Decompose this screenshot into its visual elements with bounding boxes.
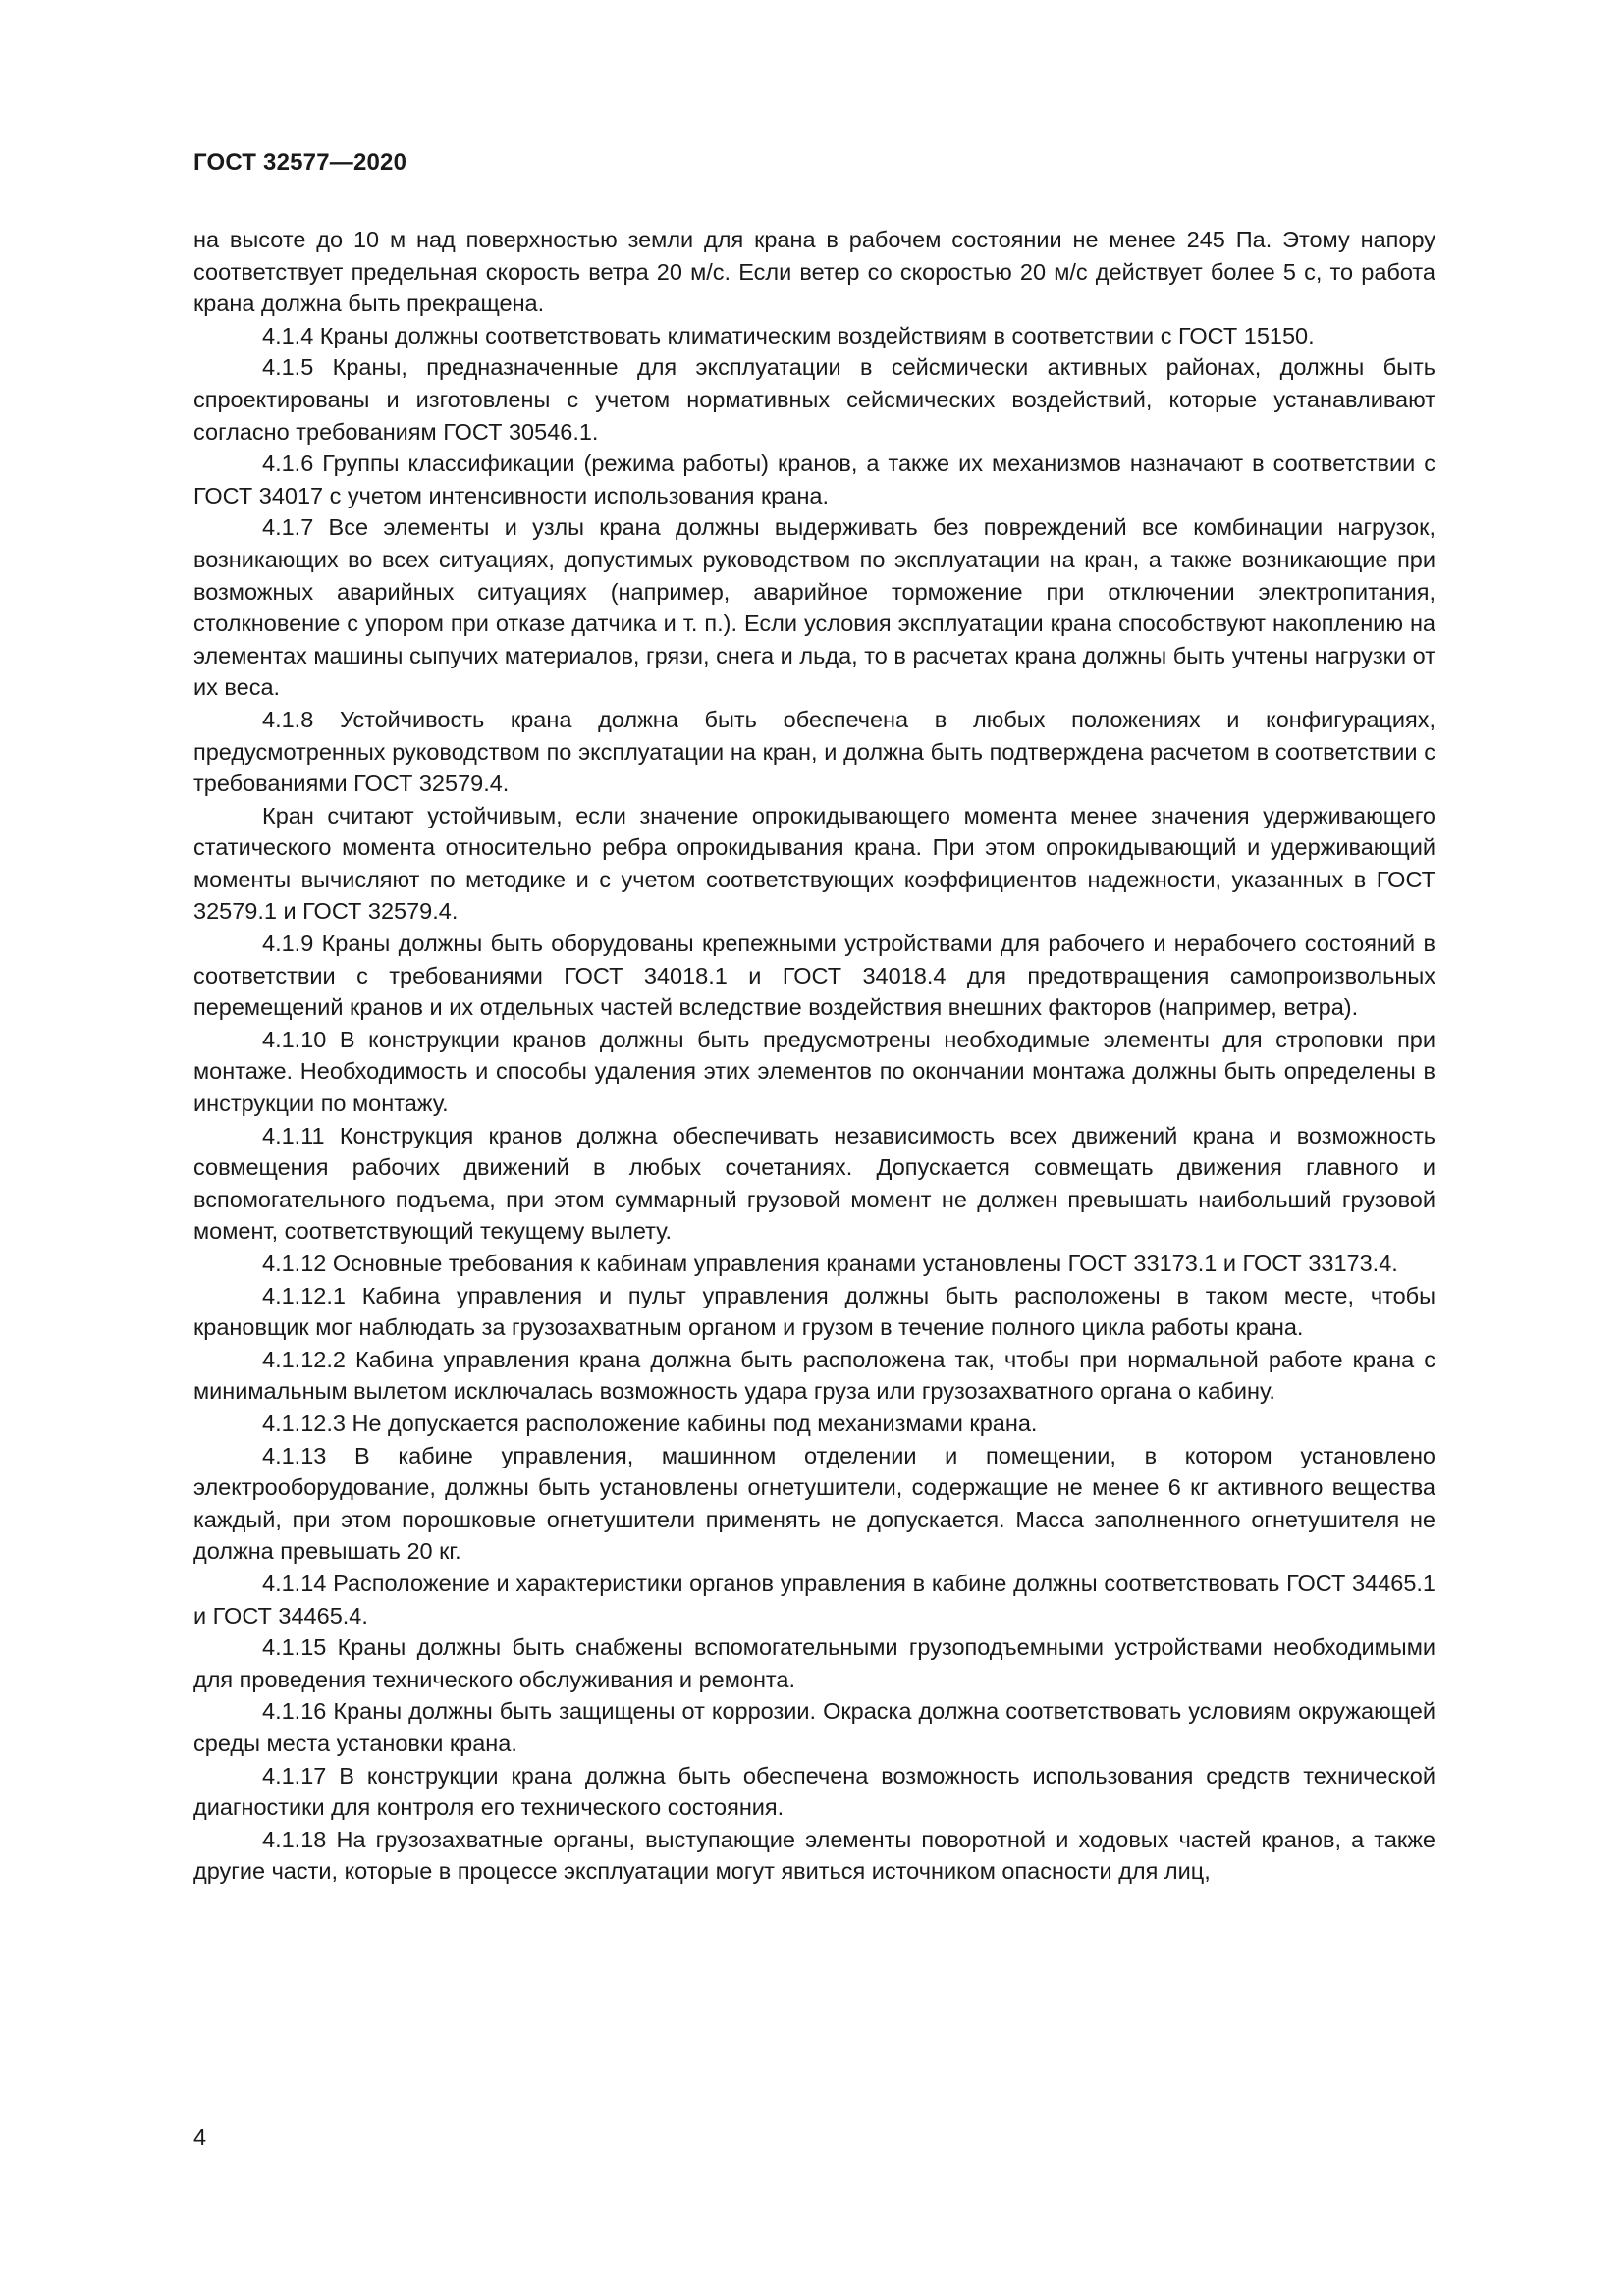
page-number: 4	[193, 2124, 207, 2150]
paragraph-4-1-12-2: 4.1.12.2 Кабина управления крана должна быть расположена так, чтобы при нормальной работе крана с минимальным вылетом исключалась возможность удара груза или грузозахватного органа о кабину.	[193, 1346, 1435, 1405]
paragraph-4-1-18: 4.1.18 На грузозахватные органы, выступающие элементы поворотной и ходовых частей кранов, а также другие части, которые в процессе эксплуатации могут явиться источником опасности для лиц,	[193, 1826, 1435, 1885]
paragraph-4-1-4: 4.1.4 Краны должны соответствовать климатическим воздействиям в соответствии с ГОСТ 15150.	[262, 322, 1315, 348]
paragraph-4-1-13: 4.1.13 В кабине управления, машинном отделении и помещении, в котором установлено электрооборудование, должны быть установлены огнетушители, содержащие не менее 6 кг активного вещества каждый, при этом порошковые огнетушители применять не допускается. Масса заполненного огнетушителя не должна превышать 20 кг.	[193, 1442, 1435, 1565]
paragraph-4-1-15: 4.1.15 Краны должны быть снабжены вспомогательными грузоподъемными устройствами необходимыми для проведения технического обслуживания и ремонта.	[193, 1634, 1435, 1692]
paragraph-4-1-5: 4.1.5 Краны, предназначенные для эксплуатации в сейсмически активных районах, должны быть спроектированы и изготовлены с учетом нормативных сейсмических воздействий, которые устанавливают согласно требованиям ГОСТ 30546.1.	[193, 354, 1435, 445]
paragraph-continuation: на высоте до 10 м над поверхностью земли для крана в рабочем состоянии не менее 245 Па. Этому напору соответствует предельная скорость ветра 20 м/с. Если ветер со скоростью 20 м/с действует более 5 с, то работа крана должна быть прекращена.	[193, 227, 1435, 317]
document-body	[193, 224, 1435, 1888]
paragraph-stability-note: Кран считают устойчивым, если значение опрокидывающего момента менее значения удерживающего статического момента относительно ребра опрокидывания крана. При этом опрокидывающий и удерживающий моменты вычисляют по методике и с учетом соответствующих коэффициентов надежности, указанных в ГОСТ 32579.1 и ГОСТ 32579.4.	[193, 802, 1435, 925]
paragraph-4-1-12-1: 4.1.12.1 Кабина управления и пульт управления должны быть расположены в таком месте, чтобы крановщик мог наблюдать за грузозахватным органом и грузом в течение полного цикла работы крана.	[193, 1282, 1435, 1341]
paragraph-4-1-9: 4.1.9 Краны должны быть оборудованы крепежными устройствами для рабочего и нерабочего состояний в соответствии с требованиями ГОСТ 34018.1 и ГОСТ 34018.4 для предотвращения самопроизвольных перемещений кранов и их отдельных частей вследствие воздействия внешних факторов (например, ветра).	[193, 931, 1435, 1021]
paragraph-4-1-8: 4.1.8 Устойчивость крана должна быть обеспечена в любых положениях и конфигурациях, предусмотренных руководством по эксплуатации на кран, и должна быть подтверждена расчетом в соответствии с требованиями ГОСТ 32579.4.	[193, 706, 1435, 797]
paragraph-4-1-10: 4.1.10 В конструкции кранов должны быть предусмотрены необходимые элементы для строповки при монтаже. Необходимость и способы удаления этих элементов по окончании монтажа должны быть определены в инструкции по монтажу.	[193, 1026, 1435, 1117]
paragraph-4-1-16: 4.1.16 Краны должны быть защищены от коррозии. Окраска должна соответствовать условиям окружающей среды места установки крана.	[193, 1698, 1435, 1756]
paragraph-4-1-17: 4.1.17 В конструкции крана должна быть обеспечена возможность использования средств технической диагностики для контроля его технического состояния.	[193, 1762, 1435, 1821]
paragraph-4-1-6: 4.1.6 Группы классификации (режима работы) кранов, а также их механизмов назначают в соответствии с ГОСТ 34017 с учетом интенсивности использования крана.	[193, 451, 1435, 508]
paragraph-4-1-14: 4.1.14 Расположение и характеристики органов управления в кабине должны соответствовать ГОСТ 34465.1 и ГОСТ 34465.4.	[193, 1570, 1435, 1629]
document-header: ГОСТ 32577—2020	[193, 149, 407, 176]
paragraph-4-1-7: 4.1.7 Все элементы и узлы крана должны выдерживать без повреждений все комбинации нагрузок, возникающих во всех ситуациях, допустимых руководством по эксплуатации на кран, а также возникающие при возможных аварийных ситуациях (например, аварийное торможение при отключении электропитания, столкновение с упором при отказе датчика и т. п.). Если условия эксплуатации крана способствуют накоплению на элементах машины сыпучих материалов, грязи, снега и льда, то в расчетах крана должны быть учтены нагрузки от их веса.	[193, 514, 1435, 701]
paragraph-4-1-12-3: 4.1.12.3 Не допускается расположение кабины под механизмами крана.	[262, 1410, 1038, 1436]
paragraph-4-1-11: 4.1.11 Конструкция кранов должна обеспечивать независимость всех движений крана и возможность совмещения рабочих движений в любых сочетаниях. Допускается совмещать движения главного и вспомогательного подъема, при этом суммарный грузовой момент не должен превышать наибольший грузовой момент, соответствующий текущему вылету.	[193, 1122, 1435, 1245]
paragraph-4-1-12: 4.1.12 Основные требования к кабинам управления кранами установлены ГОСТ 33173.1 и ГОСТ 33173.4.	[262, 1251, 1398, 1276]
